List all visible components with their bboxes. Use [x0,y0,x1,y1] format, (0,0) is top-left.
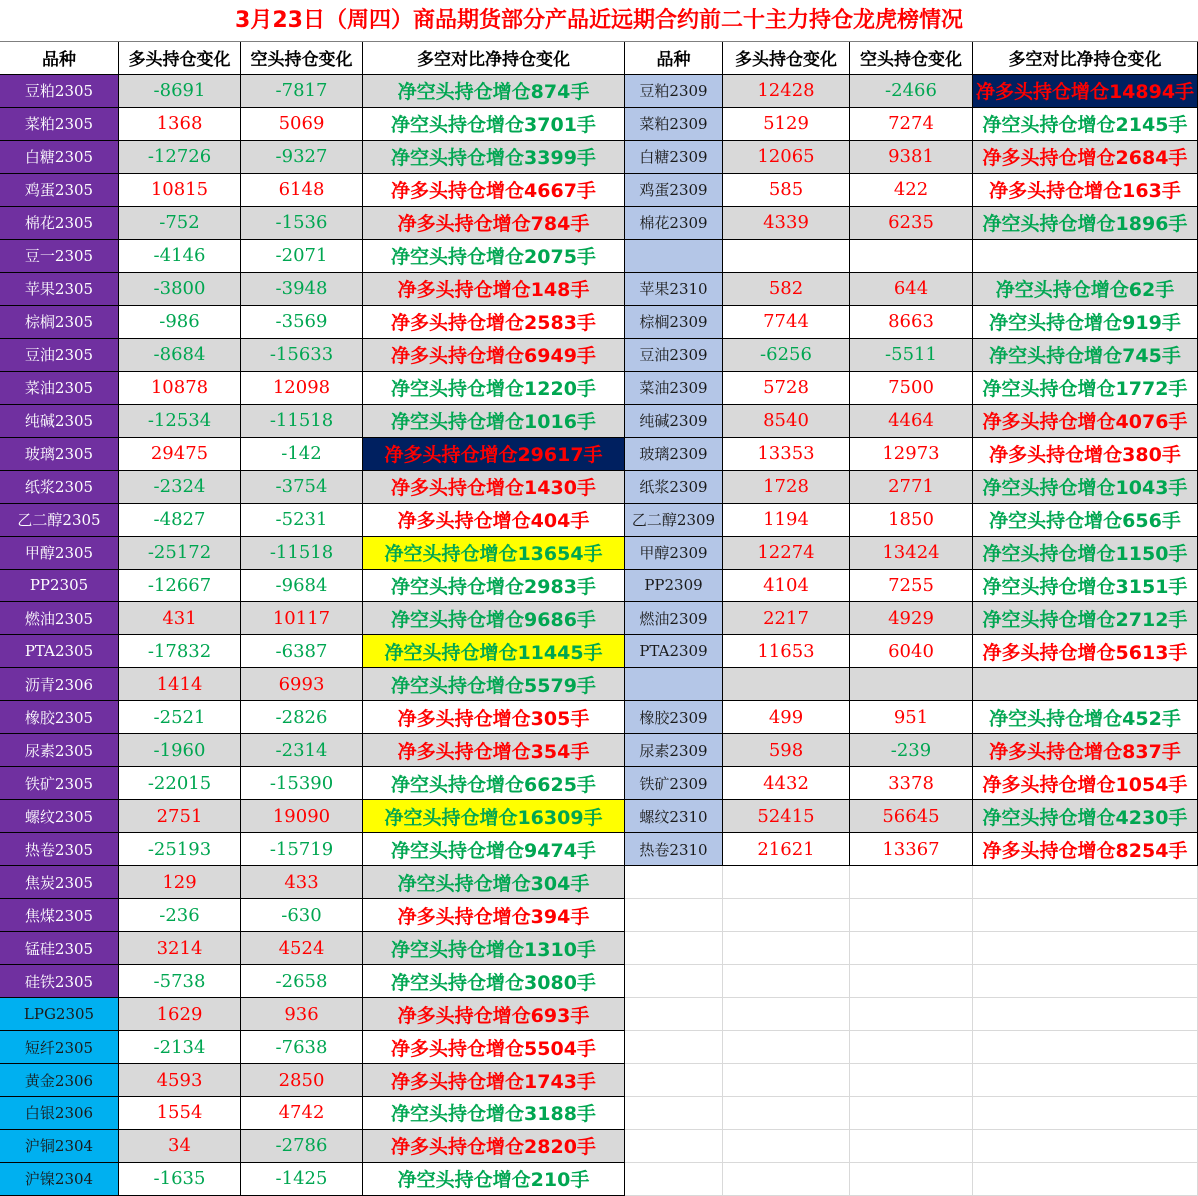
variety-cell: 燃油2305 [0,602,119,635]
short-change-cell: -142 [241,438,363,471]
long-change-cell: 5129 [723,108,850,141]
net-change-cell: 净空头持仓增仓1896手 [973,207,1198,240]
short-change-cell: 2771 [850,471,973,504]
variety-cell: 豆粕2309 [625,75,723,108]
variety-cell: 尿素2309 [625,734,723,767]
variety-cell: 豆粕2305 [0,75,119,108]
empty-cell [850,998,973,1031]
net-change-cell: 净多头持仓增仓4667手 [363,174,625,207]
empty-cell [723,1163,850,1196]
short-change-cell: 936 [241,998,363,1031]
net-change-cell: 净多头持仓增仓8254手 [973,833,1198,866]
empty-cell [723,1097,850,1130]
variety-cell: 沪镍2304 [0,1163,119,1196]
variety-cell: 白糖2309 [625,141,723,174]
short-change-cell [850,240,973,273]
net-change-cell: 净空头持仓增仓16309手 [363,800,625,833]
variety-cell: 菜油2309 [625,372,723,405]
long-change-cell: -8691 [119,75,241,108]
net-change-cell: 净空头持仓增仓2712手 [973,602,1198,635]
long-change-cell: 499 [723,701,850,734]
empty-cell [723,1064,850,1097]
net-change-cell: 净多头持仓增仓29617手 [363,438,625,471]
short-change-cell: 7500 [850,372,973,405]
empty-cell [850,899,973,932]
empty-cell [973,965,1198,998]
short-change-cell: 422 [850,174,973,207]
net-change-cell: 净多头持仓增仓14894手 [973,75,1198,108]
net-change-cell: 净多头持仓增仓394手 [363,899,625,932]
net-change-cell: 净空头持仓增仓11445手 [363,635,625,668]
net-change-cell: 净空头持仓增仓2145手 [973,108,1198,141]
long-change-cell [723,240,850,273]
short-change-cell [850,668,973,701]
net-change-cell: 净多头持仓增仓380手 [973,438,1198,471]
long-change-cell: 2217 [723,602,850,635]
long-change-cell: -22015 [119,767,241,800]
short-change-cell: 13367 [850,833,973,866]
net-change-cell: 净空头持仓增仓3701手 [363,108,625,141]
variety-cell: LPG2305 [0,998,119,1031]
variety-cell: 纸浆2309 [625,471,723,504]
short-change-cell: 5069 [241,108,363,141]
long-change-cell: 129 [119,866,241,899]
net-change-cell: 净多头持仓增仓784手 [363,207,625,240]
net-change-cell: 净空头持仓增仓3188手 [363,1097,625,1130]
short-change-cell: -239 [850,734,973,767]
long-change-cell: 12274 [723,537,850,570]
short-change-cell: 10117 [241,602,363,635]
short-change-cell: 6148 [241,174,363,207]
empty-cell [973,1031,1198,1064]
header-right-short-change: 空头持仓变化 [850,42,973,75]
variety-cell: 短纤2305 [0,1031,119,1064]
short-change-cell: -1425 [241,1163,363,1196]
variety-cell [625,240,723,273]
empty-cell [723,899,850,932]
variety-cell: 豆一2305 [0,240,119,273]
empty-cell [625,1064,723,1097]
header-right-long-change: 多头持仓变化 [723,42,850,75]
short-change-cell: 19090 [241,800,363,833]
net-change-cell: 净多头持仓增仓2820手 [363,1130,625,1163]
net-change-cell: 净多头持仓增仓305手 [363,701,625,734]
empty-cell [723,932,850,965]
variety-cell: 棕榈2305 [0,306,119,339]
short-change-cell: -3754 [241,471,363,504]
variety-cell: 橡胶2309 [625,701,723,734]
empty-cell [850,1163,973,1196]
net-change-cell: 净空头持仓增仓1772手 [973,372,1198,405]
net-change-cell: 净多头持仓增仓5613手 [973,635,1198,668]
short-change-cell: 4742 [241,1097,363,1130]
long-change-cell: -5738 [119,965,241,998]
empty-cell [723,965,850,998]
net-change-cell: 净多头持仓增仓404手 [363,504,625,537]
long-change-cell: 4593 [119,1064,241,1097]
long-change-cell: 431 [119,602,241,635]
long-change-cell: -1635 [119,1163,241,1196]
long-change-cell: 5728 [723,372,850,405]
short-change-cell: 3378 [850,767,973,800]
long-change-cell: -25193 [119,833,241,866]
empty-cell [973,1163,1198,1196]
variety-cell: 纯碱2305 [0,405,119,438]
long-change-cell: 1194 [723,504,850,537]
variety-cell: 橡胶2305 [0,701,119,734]
short-change-cell: 1850 [850,504,973,537]
short-change-cell: -1536 [241,207,363,240]
short-change-cell: 6993 [241,668,363,701]
net-change-cell: 净多头持仓增仓2684手 [973,141,1198,174]
long-change-cell: -986 [119,306,241,339]
empty-cell [850,866,973,899]
short-change-cell: 644 [850,273,973,306]
long-change-cell: 4104 [723,570,850,603]
empty-cell [723,866,850,899]
long-change-cell [723,668,850,701]
long-change-cell: 29475 [119,438,241,471]
short-change-cell: 13424 [850,537,973,570]
net-change-cell: 净空头持仓增仓745手 [973,339,1198,372]
net-change-cell: 净空头持仓增仓62手 [973,273,1198,306]
long-change-cell: -2134 [119,1031,241,1064]
long-change-cell: 7744 [723,306,850,339]
variety-cell: 白银2306 [0,1097,119,1130]
long-change-cell: -4827 [119,504,241,537]
sheet-title: 3月23日（周四）商品期货部分产品近远期合约前二十主力持仓龙虎榜情况 [0,0,1198,42]
variety-cell: PP2309 [625,570,723,603]
net-change-cell: 净多头持仓增仓1430手 [363,471,625,504]
long-change-cell: 52415 [723,800,850,833]
empty-cell [850,1097,973,1130]
long-change-cell: 582 [723,273,850,306]
short-change-cell: -7638 [241,1031,363,1064]
net-change-cell: 净空头持仓增仓919手 [973,306,1198,339]
short-change-cell: -15633 [241,339,363,372]
short-change-cell: 4929 [850,602,973,635]
net-change-cell: 净多头持仓增仓1054手 [973,767,1198,800]
long-change-cell: 21621 [723,833,850,866]
long-change-cell: -236 [119,899,241,932]
empty-cell [625,1163,723,1196]
empty-cell [973,932,1198,965]
net-change-cell: 净空头持仓增仓1220手 [363,372,625,405]
variety-cell: 玻璃2305 [0,438,119,471]
variety-cell: 沪铜2304 [0,1130,119,1163]
long-change-cell: -25172 [119,537,241,570]
short-change-cell: 4524 [241,932,363,965]
net-change-cell: 净多头持仓增仓163手 [973,174,1198,207]
long-change-cell: 585 [723,174,850,207]
short-change-cell: 7255 [850,570,973,603]
long-change-cell: -1960 [119,734,241,767]
variety-cell: 棕榈2309 [625,306,723,339]
net-change-cell: 净空头持仓增仓5579手 [363,668,625,701]
variety-cell: 鸡蛋2309 [625,174,723,207]
empty-cell [723,1031,850,1064]
variety-cell: 热卷2310 [625,833,723,866]
net-change-cell: 净多头持仓增仓837手 [973,734,1198,767]
short-change-cell: -3948 [241,273,363,306]
short-change-cell: -15719 [241,833,363,866]
variety-cell: 苹果2305 [0,273,119,306]
net-change-cell: 净空头持仓增仓1150手 [973,537,1198,570]
net-change-cell: 净多头持仓增仓354手 [363,734,625,767]
net-change-cell: 净空头持仓增仓3151手 [973,570,1198,603]
net-change-cell [973,668,1198,701]
variety-cell: 甲醇2305 [0,537,119,570]
long-change-cell: 34 [119,1130,241,1163]
short-change-cell: -7817 [241,75,363,108]
short-change-cell: -11518 [241,537,363,570]
short-change-cell: 7274 [850,108,973,141]
variety-cell: 锰硅2305 [0,932,119,965]
net-change-cell: 净空头持仓增仓6625手 [363,767,625,800]
variety-cell: 乙二醇2309 [625,504,723,537]
net-change-cell: 净多头持仓增仓148手 [363,273,625,306]
net-change-cell: 净空头持仓增仓4230手 [973,800,1198,833]
empty-cell [625,899,723,932]
short-change-cell: 12973 [850,438,973,471]
empty-cell [625,866,723,899]
empty-cell [973,899,1198,932]
long-change-cell: 1629 [119,998,241,1031]
short-change-cell: 9381 [850,141,973,174]
header-right-net-change: 多空对比净持仓变化 [973,42,1198,75]
long-change-cell: -2521 [119,701,241,734]
short-change-cell: 4464 [850,405,973,438]
net-change-cell: 净空头持仓增仓9686手 [363,602,625,635]
variety-cell: 螺纹2310 [625,800,723,833]
empty-cell [625,1097,723,1130]
header-left-long-change: 多头持仓变化 [119,42,241,75]
net-change-cell: 净空头持仓增仓3080手 [363,965,625,998]
short-change-cell: -5511 [850,339,973,372]
data-grid [0,42,1198,1196]
short-change-cell: 433 [241,866,363,899]
net-change-cell: 净空头持仓增仓2983手 [363,570,625,603]
header-left-net-change: 多空对比净持仓变化 [363,42,625,75]
empty-cell [625,965,723,998]
variety-cell: 菜油2305 [0,372,119,405]
variety-cell: 焦煤2305 [0,899,119,932]
empty-cell [850,965,973,998]
long-change-cell: 1414 [119,668,241,701]
empty-cell [723,998,850,1031]
variety-cell: PTA2305 [0,635,119,668]
long-change-cell: 1368 [119,108,241,141]
long-change-cell: -6256 [723,339,850,372]
net-change-cell: 净空头持仓增仓3399手 [363,141,625,174]
short-change-cell: -9327 [241,141,363,174]
short-change-cell: 12098 [241,372,363,405]
net-change-cell: 净多头持仓增仓1743手 [363,1064,625,1097]
long-change-cell: 1728 [723,471,850,504]
empty-cell [973,998,1198,1031]
long-change-cell: 4339 [723,207,850,240]
variety-cell: PTA2309 [625,635,723,668]
short-change-cell: 6235 [850,207,973,240]
long-change-cell: -3800 [119,273,241,306]
variety-cell: 菜粕2309 [625,108,723,141]
net-change-cell: 净空头持仓增仓452手 [973,701,1198,734]
net-change-cell: 净多头持仓增仓5504手 [363,1031,625,1064]
variety-cell: 鸡蛋2305 [0,174,119,207]
variety-cell [625,668,723,701]
variety-cell: 螺纹2305 [0,800,119,833]
short-change-cell: 56645 [850,800,973,833]
long-change-cell: 11653 [723,635,850,668]
short-change-cell: -11518 [241,405,363,438]
empty-cell [625,932,723,965]
variety-cell: 菜粕2305 [0,108,119,141]
variety-cell: 燃油2309 [625,602,723,635]
short-change-cell: 6040 [850,635,973,668]
variety-cell: 玻璃2309 [625,438,723,471]
net-change-cell [973,240,1198,273]
empty-cell [850,1031,973,1064]
empty-cell [973,866,1198,899]
variety-cell: 沥青2306 [0,668,119,701]
short-change-cell: 2850 [241,1064,363,1097]
long-change-cell: 12428 [723,75,850,108]
short-change-cell: -5231 [241,504,363,537]
variety-cell: 尿素2305 [0,734,119,767]
variety-cell: 焦炭2305 [0,866,119,899]
net-change-cell: 净空头持仓增仓304手 [363,866,625,899]
net-change-cell: 净空头持仓增仓1043手 [973,471,1198,504]
short-change-cell: 8663 [850,306,973,339]
short-change-cell: -2466 [850,75,973,108]
variety-cell: 白糖2305 [0,141,119,174]
empty-cell [723,1130,850,1163]
net-change-cell: 净空头持仓增仓2075手 [363,240,625,273]
long-change-cell: 3214 [119,932,241,965]
long-change-cell: -12667 [119,570,241,603]
net-change-cell: 净多头持仓增仓2583手 [363,306,625,339]
empty-cell [625,1130,723,1163]
variety-cell: 乙二醇2305 [0,504,119,537]
long-change-cell: 2751 [119,800,241,833]
empty-cell [850,1130,973,1163]
net-change-cell: 净空头持仓增仓1016手 [363,405,625,438]
long-change-cell: 13353 [723,438,850,471]
long-change-cell: 4432 [723,767,850,800]
variety-cell: 棉花2305 [0,207,119,240]
empty-cell [625,998,723,1031]
variety-cell: 棉花2309 [625,207,723,240]
net-change-cell: 净空头持仓增仓656手 [973,504,1198,537]
variety-cell: 纸浆2305 [0,471,119,504]
variety-cell: 豆油2309 [625,339,723,372]
variety-cell: 黄金2306 [0,1064,119,1097]
empty-cell [850,932,973,965]
net-change-cell: 净空头持仓增仓874手 [363,75,625,108]
empty-cell [973,1064,1198,1097]
long-change-cell: 598 [723,734,850,767]
short-change-cell: -6387 [241,635,363,668]
short-change-cell: -2786 [241,1130,363,1163]
long-change-cell: 10815 [119,174,241,207]
header-left-variety: 品种 [0,42,119,75]
long-change-cell: -12726 [119,141,241,174]
long-change-cell: -752 [119,207,241,240]
variety-cell: 豆油2305 [0,339,119,372]
long-change-cell: 1554 [119,1097,241,1130]
net-change-cell: 净多头持仓增仓4076手 [973,405,1198,438]
variety-cell: 硅铁2305 [0,965,119,998]
long-change-cell: -2324 [119,471,241,504]
empty-cell [625,1031,723,1064]
short-change-cell: 951 [850,701,973,734]
empty-cell [850,1064,973,1097]
long-change-cell: -8684 [119,339,241,372]
short-change-cell: -2314 [241,734,363,767]
net-change-cell: 净多头持仓增仓6949手 [363,339,625,372]
short-change-cell: -3569 [241,306,363,339]
variety-cell: 甲醇2309 [625,537,723,570]
long-change-cell: -12534 [119,405,241,438]
net-change-cell: 净空头持仓增仓1310手 [363,932,625,965]
empty-cell [973,1130,1198,1163]
net-change-cell: 净多头持仓增仓693手 [363,998,625,1031]
long-change-cell: -17832 [119,635,241,668]
short-change-cell: -2071 [241,240,363,273]
short-change-cell: -630 [241,899,363,932]
long-change-cell: 8540 [723,405,850,438]
short-change-cell: -2658 [241,965,363,998]
empty-cell [973,1097,1198,1130]
header-right-variety: 品种 [625,42,723,75]
variety-cell: PP2305 [0,570,119,603]
variety-cell: 热卷2305 [0,833,119,866]
net-change-cell: 净空头持仓增仓9474手 [363,833,625,866]
variety-cell: 纯碱2309 [625,405,723,438]
variety-cell: 铁矿2309 [625,767,723,800]
short-change-cell: -2826 [241,701,363,734]
long-change-cell: 12065 [723,141,850,174]
variety-cell: 苹果2310 [625,273,723,306]
long-change-cell: 10878 [119,372,241,405]
long-change-cell: -4146 [119,240,241,273]
short-change-cell: -15390 [241,767,363,800]
header-left-short-change: 空头持仓变化 [241,42,363,75]
short-change-cell: -9684 [241,570,363,603]
variety-cell: 铁矿2305 [0,767,119,800]
net-change-cell: 净空头持仓增仓210手 [363,1163,625,1196]
net-change-cell: 净空头持仓增仓13654手 [363,537,625,570]
